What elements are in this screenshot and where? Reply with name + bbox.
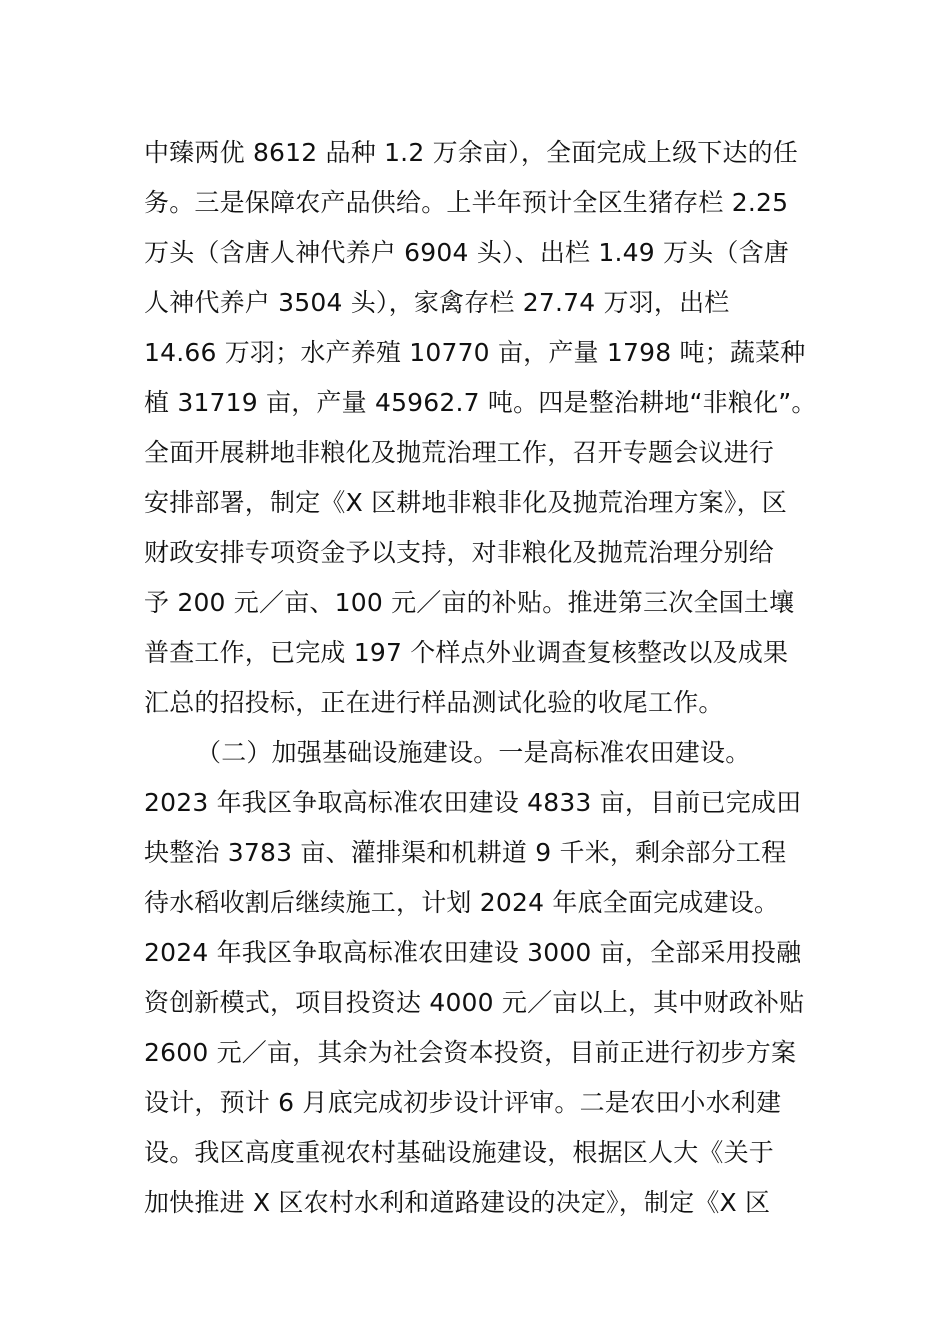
- text-line: 资创新模式，项目投资达 4000 元／亩以上，其中财政补贴: [144, 988, 805, 1017]
- text-line: 设计，预计 6 月底完成初步设计评审。二是农田小水利建: [144, 1088, 782, 1117]
- text-line: 予 200 元／亩、100 元／亩的补贴。推进第三次全国土壤: [144, 588, 795, 617]
- text-line: 设。我区高度重视农村基础设施建设，根据区人大《关于: [144, 1138, 775, 1167]
- text-line: 万头（含唐人神代养户 6904 头）、出栏 1.49 万头（含唐: [144, 238, 789, 267]
- text-line: 人神代养户 3504 头），家禽存栏 27.74 万羽，出栏: [144, 288, 730, 317]
- text-line: 2023 年我区争取高标准农田建设 4833 亩，目前已完成田: [144, 788, 802, 817]
- text-line: 全面开展耕地非粮化及抛荒治理工作，召开专题会议进行: [144, 438, 775, 467]
- text-line: 汇总的招投标，正在进行样品测试化验的收尾工作。: [144, 688, 724, 717]
- text-line: 加快推进 X 区农村水利和道路建设的决定》，制定《X 区: [144, 1188, 771, 1217]
- text-line: 块整治 3783 亩、灌排渠和机耕道 9 千米，剩余部分工程: [144, 838, 787, 867]
- text-line: 安排部署，制定《X 区耕地非粮非化及抛荒治理方案》，区: [144, 488, 787, 517]
- body-text: [144, 128, 824, 1228]
- text-line: 14.66 万羽；水产养殖 10770 亩，产量 1798 吨；蔬菜种: [144, 338, 806, 367]
- text-line: 务。三是保障农产品供给。上半年预计全区生猪存栏 2.25: [144, 188, 789, 217]
- text-line: 2600 元／亩，其余为社会资本投资，目前正进行初步方案: [144, 1038, 797, 1067]
- text-line: 中臻两优 8612 品种 1.2 万余亩），全面完成上级下达的任: [144, 138, 799, 167]
- text-line: 植 31719 亩，产量 45962.7 吨。四是整治耕地“非粮化”。: [144, 388, 817, 417]
- text-line: 2024 年我区争取高标准农田建设 3000 亩，全部采用投融: [144, 938, 802, 967]
- text-line: 普查工作，已完成 197 个样点外业调查复核整改以及成果: [144, 638, 789, 667]
- text-line: 待水稻收割后继续施工，计划 2024 年底全面完成建设。: [144, 888, 780, 917]
- section-heading-line: （二）加强基础设施建设。一是高标准农田建设。: [196, 738, 751, 767]
- text-line: 财政安排专项资金予以支持，对非粮化及抛荒治理分别给: [144, 538, 775, 567]
